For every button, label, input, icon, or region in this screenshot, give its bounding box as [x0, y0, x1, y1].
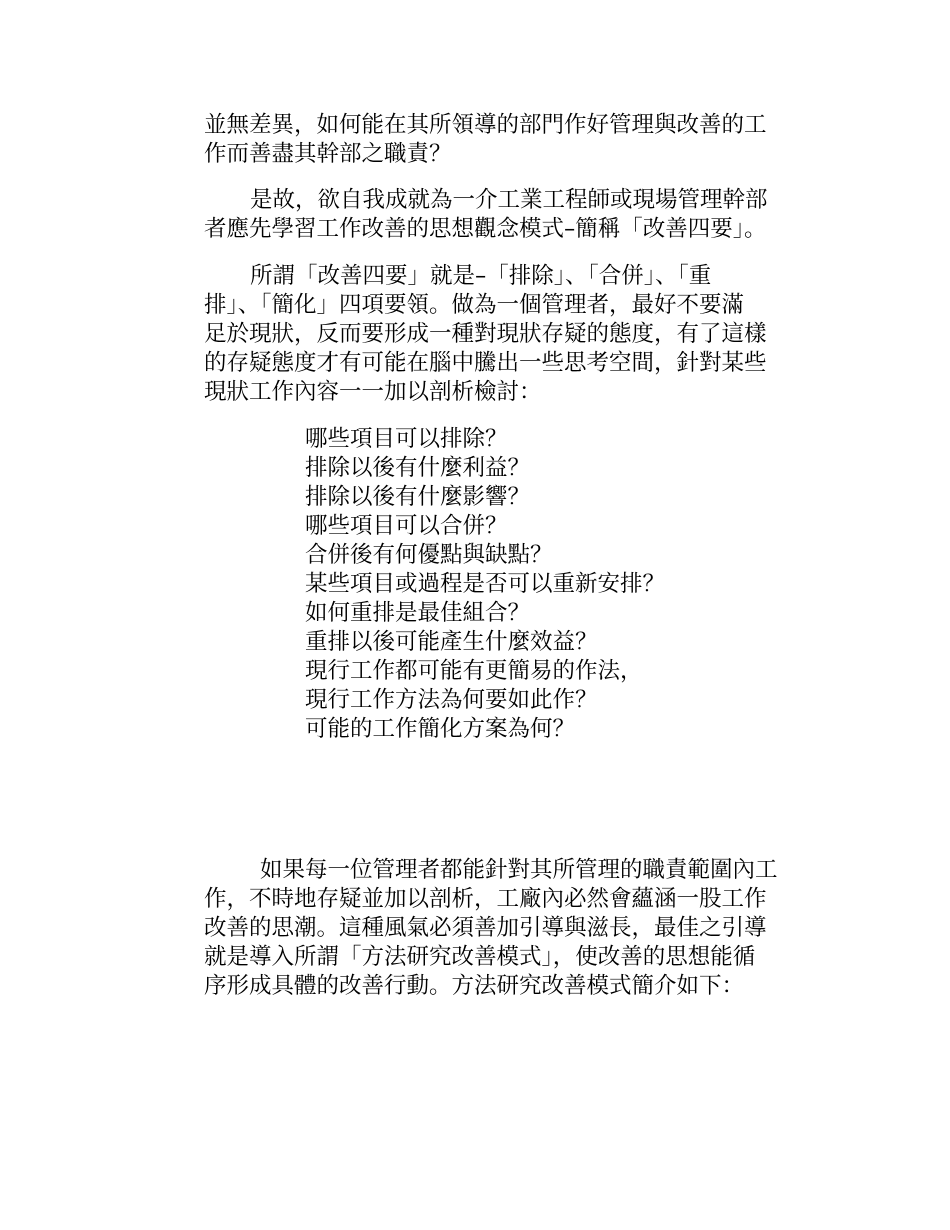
paragraph-intro-continuation [204, 111, 829, 169]
text-line: 序形成具體的改善行動。方法研究改善模式簡介如下： [204, 973, 745, 999]
text-line: 足於現狀，反而要形成一種對現狀存疑的態度，有了這樣 [204, 321, 767, 347]
text-line: 如果每一位管理者都能針對其所管理的職責範圍內工 [260, 857, 778, 883]
list-item: 重排以後可能產生什麼效益？ [305, 629, 598, 655]
paragraph-method-study [204, 856, 829, 1001]
text-line: 就是導入所謂「方法研究改善模式」，使改善的思想能循 [204, 944, 756, 970]
list-item: 排除以後有什麼影響？ [305, 484, 531, 510]
paragraph-four-essentials-definition [204, 262, 829, 407]
list-item: 某些項目或過程是否可以重新安排？ [305, 571, 666, 597]
list-item: 現行工作方法為何要如此作？ [305, 687, 598, 713]
text-line: 作，不時地存疑並加以剖析，工廠內必然會蘊涵一股工作 [204, 886, 767, 912]
list-item: 如何重排是最佳組合？ [305, 600, 531, 626]
list-item: 合併後有何優點與缺點？ [305, 542, 553, 568]
text-line: 所謂「改善四要」就是–「排除」、「合併」、「重 [250, 263, 712, 289]
text-line: 者應先學習工作改善的思想觀念模式–簡稱「改善四要」。 [204, 216, 767, 242]
list-item: 排除以後有什麼利益？ [305, 455, 531, 481]
text-line: 排」、「簡化」四項要領。做為一個管理者，最好不要滿 [204, 292, 745, 318]
question-list [305, 425, 665, 744]
paragraph-four-essentials-intro [204, 186, 829, 244]
text-line: 現狀工作內容一一加以剖析檢討： [204, 379, 542, 405]
text-line: 改善的思潮。這種風氣必須善加引導與滋長，最佳之引導 [204, 915, 767, 941]
text-line: 並無差異，如何能在其所領導的部門作好管理與改善的工 [204, 112, 767, 138]
text-line: 是故，欲自我成就為一介工業工程師或現場管理幹部 [250, 187, 768, 213]
list-item: 現行工作都可能有更簡易的作法， [305, 658, 643, 684]
text-line: 的存疑態度才有可能在腦中騰出一些思考空間，針對某些 [204, 350, 767, 376]
text-line: 作而善盡其幹部之職責？ [204, 141, 452, 167]
list-item: 可能的工作簡化方案為何？ [305, 716, 576, 742]
list-item: 哪些項目可以合併？ [305, 513, 508, 539]
list-item: 哪些項目可以排除？ [305, 426, 508, 452]
